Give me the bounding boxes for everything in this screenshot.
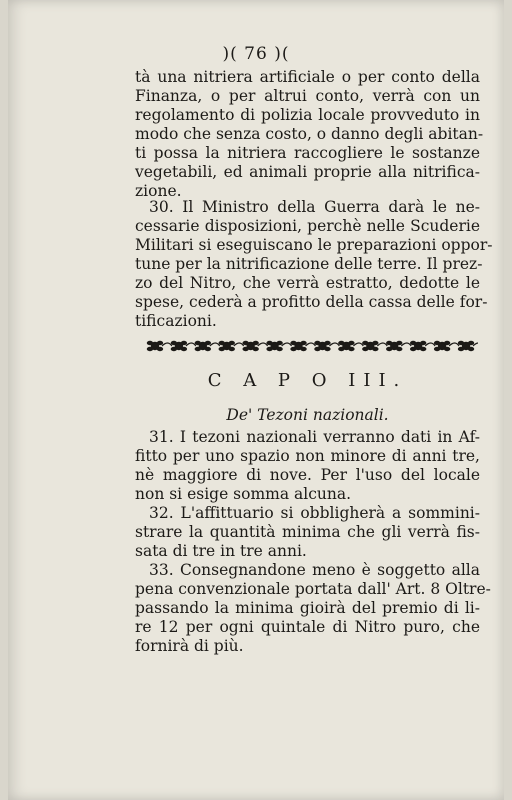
text-line: zione.: [135, 182, 182, 200]
flower-ornament-icon: [267, 341, 292, 350]
flower-ornament-icon: [195, 341, 220, 350]
flower-ornament-icon: [387, 341, 412, 350]
text-line: tà una nitriera artificiale o per conto della: [135, 68, 480, 86]
flower-ornament-icon: [435, 341, 460, 350]
flower-ornament-icon: [147, 341, 172, 350]
flower-ornament-icon: [339, 341, 364, 350]
flower-ornament-icon: [315, 341, 340, 350]
text-line: zo del Nitro, che verrà estratto, dedotte le: [135, 274, 480, 292]
flower-ornament-icon: [291, 341, 316, 350]
text-line: nè maggiore di nove. Per l'uso del locale: [135, 466, 480, 484]
text-line: sata di tre in tre anni.: [135, 542, 307, 560]
text-line: 33. Consegnandone meno è soggetto alla: [149, 561, 480, 579]
floral-ornament-divider: [143, 337, 478, 355]
text-line: 31. I tezoni nazionali verranno dati in Af-: [149, 428, 480, 446]
text-line: strare la quantità minima che gli verrà fis-: [135, 523, 480, 541]
text-line: regolamento di polizia locale provveduto in: [135, 106, 480, 124]
flower-ornament-icon: [171, 341, 196, 350]
text-line: vegetabili, ed animali proprie alla nitrifica-: [135, 163, 480, 181]
text-line: non si esige somma alcuna.: [135, 485, 352, 503]
text-line: passando la minima gioirà del premio di li-: [135, 599, 480, 617]
text-line: fitto per uno spazio non minore di anni tre,: [135, 447, 480, 465]
flower-ornament-icon: [363, 341, 388, 350]
text-line: tificazioni.: [135, 312, 217, 330]
article-31: [135, 428, 480, 504]
flower-ornament-icon: [458, 341, 478, 350]
intro-paragraph: [135, 68, 484, 201]
text-line: spese, cederà a profitto della cassa delle for-: [135, 293, 488, 311]
text-line: tune per la nitrificazione delle terre. Il prez-: [135, 255, 483, 273]
chapter-title: C A P O III.: [207, 370, 408, 391]
flower-ornament-icon: [243, 341, 268, 350]
text-line: fornirà di più.: [135, 637, 244, 655]
flower-ornament-icon: [411, 341, 436, 350]
text-line: 30. Il Ministro della Guerra darà le ne-: [149, 198, 480, 216]
text-line: ti possa la nitriera raccogliere le sostanze: [135, 144, 480, 162]
flower-ornament-icon: [219, 341, 244, 350]
text-line: Finanza, o per altrui conto, verrà con un: [135, 87, 480, 105]
text-line: cessarie disposizioni, perchè nelle Scuderie: [135, 217, 480, 235]
book-page: [8, 0, 504, 800]
text-line: 32. L'affittuario si obbligherà a sommini-: [149, 504, 480, 522]
page-number: )( 76 )(: [222, 44, 290, 64]
text-line: modo che senza costo, o danno degli abitan-: [135, 125, 484, 143]
text-line: pena convenzionale portata dall' Art. 8 Oltre-: [135, 580, 491, 598]
chapter-subtitle: De' Tezoni nazionali.: [226, 406, 389, 424]
article-30: [135, 198, 493, 331]
text-line: Militari si eseguiscano le preparazioni oppor-: [135, 236, 493, 254]
text-line: re 12 per ogni quintale di Nitro puro, che: [135, 618, 480, 636]
article-32: [135, 504, 480, 561]
article-33: [135, 561, 491, 656]
